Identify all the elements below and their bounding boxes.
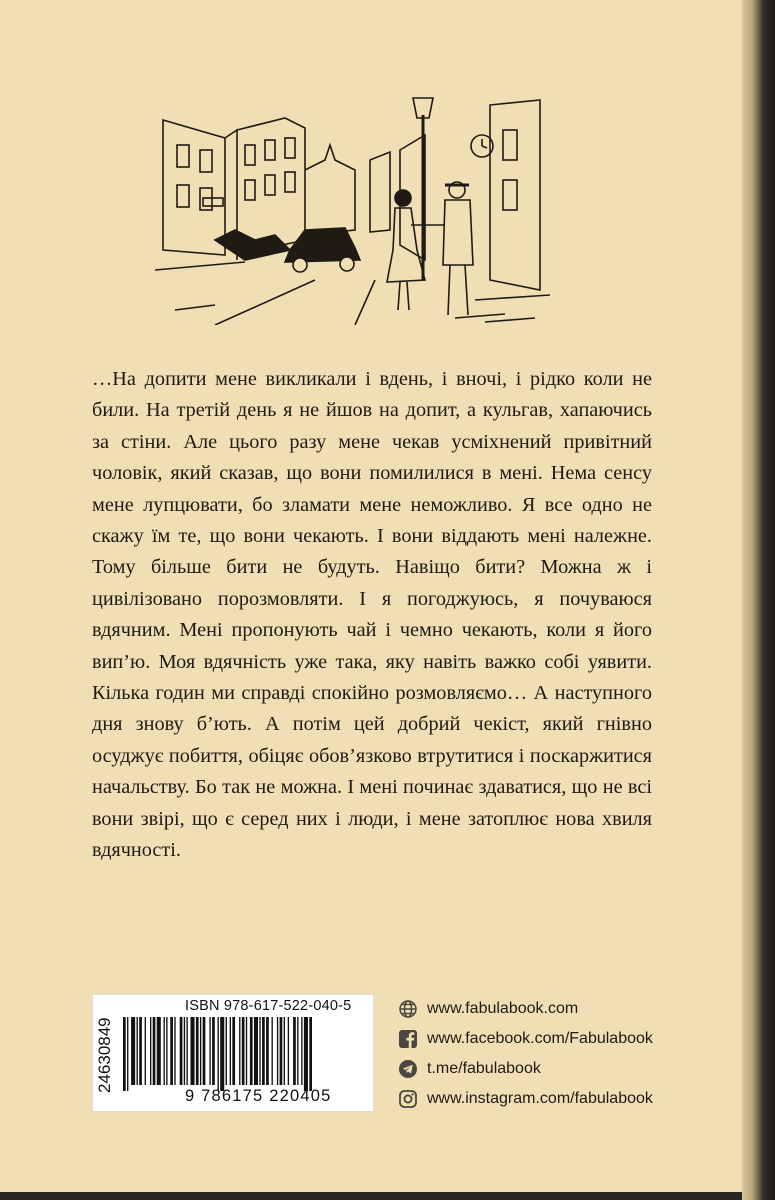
barcode-bar bbox=[293, 1017, 296, 1085]
barcode-bar bbox=[123, 1017, 126, 1091]
isbn-number: ISBN 978-617-522-040-5 bbox=[185, 998, 352, 1014]
barcode-bar bbox=[186, 1017, 187, 1085]
barcode-bar bbox=[157, 1017, 161, 1085]
link-website-text[interactable]: www.fabulabook.com bbox=[427, 1000, 579, 1017]
barcode-bar bbox=[284, 1017, 285, 1085]
barcode-bar bbox=[232, 1017, 235, 1085]
barcode-bar bbox=[266, 1017, 269, 1085]
barcode-bar bbox=[297, 1017, 298, 1085]
barcode-bar bbox=[166, 1017, 167, 1085]
barcode-bar bbox=[272, 1017, 273, 1085]
barcode-bar bbox=[226, 1017, 227, 1085]
street-scene-illustration bbox=[155, 90, 550, 325]
barcode-bar bbox=[174, 1017, 175, 1085]
barcode-bar bbox=[137, 1017, 138, 1085]
excerpt-text bbox=[92, 364, 652, 867]
instagram-icon bbox=[398, 1089, 418, 1109]
barcode-bar bbox=[280, 1017, 283, 1085]
telegram-icon bbox=[398, 1059, 418, 1079]
barcode-bar bbox=[191, 1017, 195, 1085]
barcode-bar bbox=[254, 1017, 258, 1085]
barcode-bar bbox=[212, 1017, 215, 1085]
link-telegram[interactable] bbox=[398, 1054, 653, 1084]
barcode-bar bbox=[150, 1017, 151, 1085]
barcode-bar bbox=[304, 1017, 308, 1091]
barcode-bar bbox=[127, 1017, 128, 1091]
barcode-bar bbox=[139, 1017, 142, 1085]
publisher-links bbox=[398, 994, 653, 1114]
barcode-bar bbox=[170, 1017, 173, 1085]
barcode-bar bbox=[250, 1017, 253, 1085]
barcode-bar bbox=[239, 1017, 240, 1085]
link-instagram-text[interactable]: www.instagram.com/fabulabook bbox=[427, 1090, 653, 1107]
isbn-barcode bbox=[92, 994, 374, 1112]
barcode-bar bbox=[288, 1017, 289, 1085]
barcode-bar bbox=[200, 1017, 201, 1085]
barcode-bar bbox=[145, 1017, 146, 1085]
barcode-bar bbox=[196, 1017, 199, 1085]
barcode-bar bbox=[203, 1017, 206, 1085]
barcode-bar bbox=[309, 1017, 312, 1091]
barcode-bar bbox=[209, 1017, 210, 1085]
link-facebook[interactable] bbox=[398, 1024, 653, 1054]
barcode-bar bbox=[262, 1017, 265, 1085]
book-spine-edge bbox=[742, 0, 775, 1200]
link-instagram[interactable] bbox=[398, 1084, 653, 1114]
barcode-bar bbox=[218, 1017, 219, 1091]
globe-icon bbox=[398, 999, 418, 1019]
link-website[interactable] bbox=[398, 994, 653, 1024]
barcode-bar bbox=[131, 1017, 135, 1085]
excerpt-paragraph: …На допити мене викликали і вдень, і вночі, і рідко коли не били. На третій день я не йшов на допит, а кульгав, хапаючись за стіни. Але цього разу мене чекав усміхнений привітний чоловік, який сказав, що вони помилилися в мені. Нема сенсу мене лупцювати, бо зламати мене неможливо. Я все одно не скажу їм те, що вони чекають. І вони віддають мені належне. Тому більше бити не будуть. Навіщо бити? Можна ж і цивілізовано порозмовляти. І я погоджуюсь, я почуваюся вдячним. Мені пропонують чай і чемно чекають, коли я його вип’ю. Моя вдячність уже така, яку навіть важко собі уявити. Кілька годин ми справді спокійно розмовляємо… А наступного дня знову б’ють. А потім цей добрий чекіст, який гнівно осуджує побиття, обіцяє обов’язково втрутитися і поскаржитися начальству. Бо так не можна. І мені починає здаватися, що не всі вони звірі, що є серед них і люди, і мене затоплює нова хвиля вдячності. bbox=[92, 368, 652, 862]
barcode-bar bbox=[246, 1017, 247, 1085]
barcode-bar bbox=[164, 1017, 165, 1085]
barcode-bar bbox=[153, 1017, 156, 1085]
barcode-bar bbox=[301, 1017, 302, 1085]
barcode-bar bbox=[230, 1017, 231, 1085]
barcode-bar bbox=[220, 1017, 224, 1091]
barcode-bar bbox=[242, 1017, 245, 1085]
facebook-icon bbox=[398, 1029, 418, 1049]
barcode-bar bbox=[259, 1017, 260, 1085]
barcode-bar bbox=[180, 1017, 183, 1085]
link-facebook-text[interactable]: www.facebook.com/Fabulabook bbox=[427, 1030, 653, 1047]
link-telegram-text[interactable]: t.me/fabulabook bbox=[427, 1060, 541, 1077]
ean-digits: 9 786175 220405 bbox=[185, 1087, 332, 1105]
barcode-bar bbox=[277, 1017, 278, 1085]
barcode-bar bbox=[184, 1017, 185, 1085]
barcode-addon-digits: 24630849 bbox=[95, 1017, 114, 1093]
